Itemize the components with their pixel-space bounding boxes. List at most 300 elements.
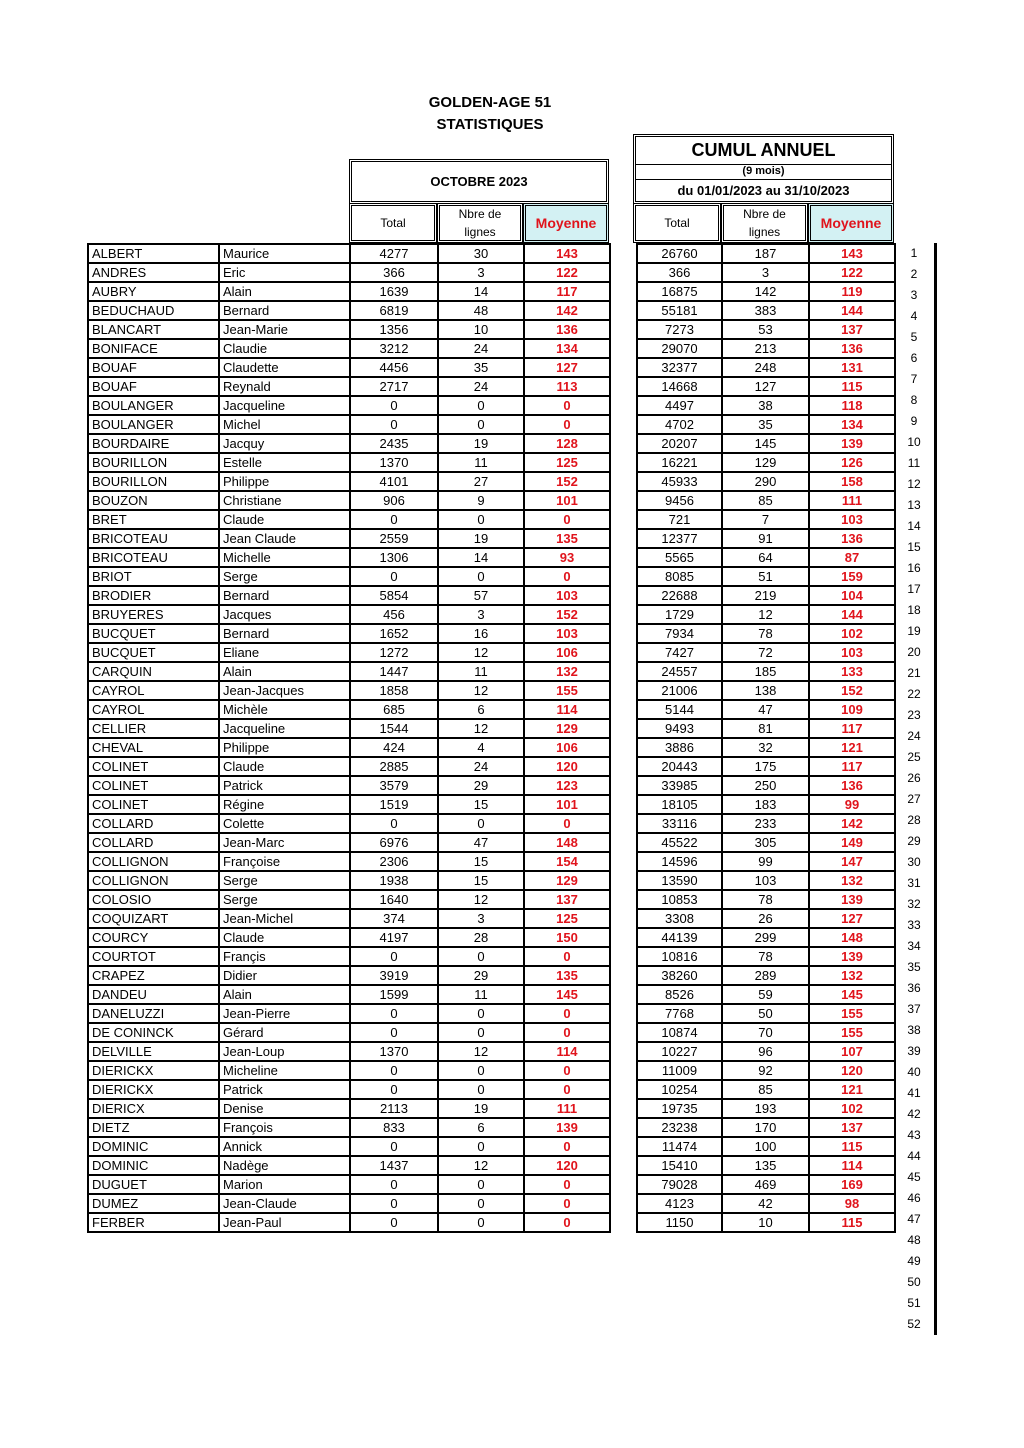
first-name-cell: Gérard [219,1023,350,1042]
oct-total-cell: 2717 [350,377,438,396]
cum-total-cell: 7934 [637,624,722,643]
oct-lines-cell: 47 [438,833,524,852]
cum-average-cell: 115 [809,377,895,396]
table-row [637,1194,895,1213]
cum-lines-cell: 7 [722,510,809,529]
oct-average-cell: 0 [524,814,610,833]
row-index: 16 [907,561,921,575]
first-name-cell: Christiane [219,491,350,510]
cum-total-cell: 19735 [637,1099,722,1118]
cum-lines-cell: 99 [722,852,809,871]
cum-total-cell: 10227 [637,1042,722,1061]
first-name-cell: Serge [219,567,350,586]
row-index: 14 [907,519,921,533]
row-index: 33 [907,918,921,932]
oct-lines-cell: 12 [438,719,524,738]
first-name-cell: Eliane [219,643,350,662]
cum-lines-cell: 70 [722,1023,809,1042]
row-index: 23 [907,708,921,722]
table-row [88,282,610,301]
row-index: 40 [907,1065,921,1079]
oct-total-cell: 1370 [350,1042,438,1061]
oct-average-cell: 143 [524,244,610,263]
cum-average-cell: 155 [809,1023,895,1042]
last-name-cell: DIERICKX [88,1061,219,1080]
oct-average-cell: 152 [524,605,610,624]
oct-total-header [349,203,437,243]
cum-lines-cell: 3 [722,263,809,282]
oct-lines-cell: 24 [438,757,524,776]
oct-lines-cell: 0 [438,1080,524,1099]
oct-total-cell: 1370 [350,453,438,472]
oct-lines-cell: 0 [438,814,524,833]
oct-total-cell: 4101 [350,472,438,491]
last-name-cell: DE CONINCK [88,1023,219,1042]
cum-total-cell: 4123 [637,1194,722,1213]
table-row [88,586,610,605]
oct-total-cell: 0 [350,396,438,415]
cum-total-cell: 18105 [637,795,722,814]
cum-average-cell: 152 [809,681,895,700]
last-name-cell: COLLIGNON [88,871,219,890]
cum-lines-cell: 187 [722,244,809,263]
table-row [88,624,610,643]
cum-average-cell: 148 [809,928,895,947]
cum-lines-cell: 248 [722,358,809,377]
row-index: 31 [907,876,921,890]
oct-average-cell: 0 [524,396,610,415]
table-row [88,263,610,282]
table-row [88,320,610,339]
cum-total-cell: 3886 [637,738,722,757]
table-row [88,814,610,833]
cum-lines-cell: 233 [722,814,809,833]
cum-lines-cell: 219 [722,586,809,605]
row-index: 20 [907,645,921,659]
last-name-cell: BOUAF [88,358,219,377]
table-row [88,434,610,453]
oct-average-cell: 134 [524,339,610,358]
oct-lines-cell: 19 [438,529,524,548]
oct-average-cell: 111 [524,1099,610,1118]
last-name-cell: BOULANGER [88,396,219,415]
row-index: 47 [907,1212,921,1226]
row-index: 8 [910,393,918,407]
oct-lines-cell: 12 [438,1156,524,1175]
table-row [637,1118,895,1137]
oct-lines-cell: 14 [438,548,524,567]
oct-total-cell: 1640 [350,890,438,909]
oct-average-cell: 135 [524,966,610,985]
cum-nbre-header-label [743,205,786,241]
row-index: 49 [907,1254,921,1268]
table-row [88,1004,610,1023]
oct-lines-cell: 11 [438,985,524,1004]
table-row [637,586,895,605]
oct-average-cell: 0 [524,567,610,586]
cum-lines-cell: 129 [722,453,809,472]
oct-lines-cell: 12 [438,1042,524,1061]
oct-average-cell: 0 [524,947,610,966]
row-index: 5 [910,330,918,344]
table-row [88,491,610,510]
oct-average-cell: 152 [524,472,610,491]
cum-average-cell: 114 [809,1156,895,1175]
cum-total-cell: 32377 [637,358,722,377]
first-name-cell: Michèle [219,700,350,719]
annual-stats-table [636,243,896,1233]
table-row [88,1137,610,1156]
row-index: 44 [907,1149,921,1163]
oct-lines-cell: 19 [438,434,524,453]
last-name-cell: BONIFACE [88,339,219,358]
cum-total-cell: 9493 [637,719,722,738]
oct-average-cell: 106 [524,738,610,757]
table-row [637,1213,895,1232]
monthly-stats-table [87,243,611,1233]
first-name-cell: Bernard [219,624,350,643]
cum-lines-cell: 135 [722,1156,809,1175]
oct-total-cell: 0 [350,1080,438,1099]
cum-average-cell: 103 [809,510,895,529]
oct-total-cell: 2113 [350,1099,438,1118]
oct-lines-cell: 11 [438,662,524,681]
cum-average-cell: 134 [809,415,895,434]
oct-total-cell: 1858 [350,681,438,700]
cum-lines-cell: 91 [722,529,809,548]
cum-lines-cell: 78 [722,947,809,966]
cum-average-cell: 104 [809,586,895,605]
oct-total-cell: 366 [350,263,438,282]
cum-total-cell: 16875 [637,282,722,301]
oct-total-cell: 1544 [350,719,438,738]
table-row [637,567,895,586]
cum-lines-cell: 299 [722,928,809,947]
row-index: 29 [907,834,921,848]
oct-total-cell: 0 [350,567,438,586]
oct-lines-cell: 0 [438,1023,524,1042]
nbre-line2: lignes [748,225,781,239]
oct-total-cell: 6819 [350,301,438,320]
first-name-cell: Jean-Marc [219,833,350,852]
cum-lines-cell: 72 [722,643,809,662]
table-row [637,1004,895,1023]
row-index: 11 [907,456,921,470]
first-name-cell: Reynald [219,377,350,396]
table-row [88,852,610,871]
oct-total-cell: 424 [350,738,438,757]
cum-average-cell: 120 [809,1061,895,1080]
table-row [88,339,610,358]
last-name-cell: BOUZON [88,491,219,510]
oct-nbre-header [437,203,523,243]
oct-average-cell: 129 [524,719,610,738]
oct-total-cell: 5854 [350,586,438,605]
first-name-cell: Patrick [219,1080,350,1099]
table-row [88,681,610,700]
cum-lines-cell: 81 [722,719,809,738]
oct-total-cell: 833 [350,1118,438,1137]
table-row [637,681,895,700]
first-name-cell: Régine [219,795,350,814]
row-index: 36 [907,981,921,995]
first-name-cell: Serge [219,871,350,890]
cum-total-cell: 5144 [637,700,722,719]
first-name-cell: Jean-Jacques [219,681,350,700]
cum-total-cell: 7427 [637,643,722,662]
table-row [88,1023,610,1042]
table-row [637,491,895,510]
row-index: 24 [907,729,921,743]
table-row [637,985,895,1004]
row-index: 17 [907,582,921,596]
first-name-cell: Eric [219,263,350,282]
table-row [637,301,895,320]
cum-lines-cell: 32 [722,738,809,757]
table-row [637,1080,895,1099]
first-name-cell: Jean-Claude [219,1194,350,1213]
cum-total-cell: 79028 [637,1175,722,1194]
table-row [88,1194,610,1213]
row-index: 12 [907,477,921,491]
cum-average-cell: 117 [809,719,895,738]
oct-lines-cell: 3 [438,605,524,624]
oct-total-cell: 0 [350,1004,438,1023]
oct-average-cell: 114 [524,700,610,719]
cum-total-cell: 10853 [637,890,722,909]
oct-lines-cell: 29 [438,966,524,985]
oct-moyenne-header-label: Moyenne [535,215,597,231]
first-name-cell: Jacqueline [219,396,350,415]
cum-average-cell: 147 [809,852,895,871]
cum-average-cell: 142 [809,814,895,833]
cum-average-cell: 137 [809,1118,895,1137]
first-name-cell: Claude [219,510,350,529]
cum-average-cell: 137 [809,320,895,339]
table-row [637,548,895,567]
oct-total-cell: 0 [350,1194,438,1213]
first-name-cell: Estelle [219,453,350,472]
table-row [637,966,895,985]
cum-total-header-label: Total [664,216,690,230]
oct-average-cell: 117 [524,282,610,301]
table-row [88,871,610,890]
last-name-cell: BOULANGER [88,415,219,434]
first-name-cell: Annick [219,1137,350,1156]
last-name-cell: BRIOT [88,567,219,586]
table-row [88,738,610,757]
first-name-cell: Philippe [219,472,350,491]
cum-lines-cell: 170 [722,1118,809,1137]
oct-average-cell: 122 [524,263,610,282]
table-row [88,396,610,415]
first-name-cell: Bernard [219,301,350,320]
cum-lines-cell: 145 [722,434,809,453]
cum-lines-cell: 26 [722,909,809,928]
row-index: 32 [907,897,921,911]
table-row [88,662,610,681]
cum-total-cell: 14668 [637,377,722,396]
row-index: 50 [907,1275,921,1289]
table-row [637,339,895,358]
row-index: 52 [907,1317,921,1331]
oct-average-cell: 0 [524,1061,610,1080]
table-row [637,757,895,776]
last-name-cell: COLINET [88,757,219,776]
oct-average-cell: 0 [524,415,610,434]
table-row [88,719,610,738]
row-index: 37 [907,1002,921,1016]
cum-average-cell: 159 [809,567,895,586]
first-name-cell: Serge [219,890,350,909]
cum-lines-cell: 92 [722,1061,809,1080]
oct-total-cell: 685 [350,700,438,719]
cum-total-cell: 20207 [637,434,722,453]
oct-average-cell: 103 [524,624,610,643]
oct-average-cell: 93 [524,548,610,567]
cum-lines-cell: 142 [722,282,809,301]
oct-total-cell: 1652 [350,624,438,643]
cum-lines-cell: 138 [722,681,809,700]
table-row [88,415,610,434]
cum-lines-cell: 383 [722,301,809,320]
cum-lines-cell: 96 [722,1042,809,1061]
oct-average-cell: 123 [524,776,610,795]
oct-average-cell: 128 [524,434,610,453]
oct-average-cell: 155 [524,681,610,700]
cum-nbre-header [721,203,808,243]
table-row [637,377,895,396]
oct-lines-cell: 0 [438,1213,524,1232]
cum-average-cell: 144 [809,605,895,624]
oct-lines-cell: 0 [438,396,524,415]
oct-total-cell: 3212 [350,339,438,358]
first-name-cell: Jean Claude [219,529,350,548]
table-row [637,1042,895,1061]
table-row [637,434,895,453]
cum-average-cell: 139 [809,947,895,966]
nbre-line1: Nbre de [458,207,502,221]
oct-lines-cell: 0 [438,1004,524,1023]
table-row [88,1156,610,1175]
oct-average-cell: 103 [524,586,610,605]
cum-average-cell: 119 [809,282,895,301]
oct-total-cell: 1306 [350,548,438,567]
cum-lines-cell: 78 [722,624,809,643]
cum-total-cell: 1150 [637,1213,722,1232]
last-name-cell: BLANCART [88,320,219,339]
cum-lines-cell: 305 [722,833,809,852]
oct-lines-cell: 0 [438,947,524,966]
cum-total-cell: 29070 [637,339,722,358]
oct-total-cell: 2306 [350,852,438,871]
document-subtitle: STATISTIQUES [436,116,544,133]
cum-average-cell: 136 [809,776,895,795]
cum-total-cell: 1729 [637,605,722,624]
oct-lines-cell: 3 [438,263,524,282]
last-name-cell: AUBRY [88,282,219,301]
cum-lines-cell: 213 [722,339,809,358]
oct-moyenne-header [523,203,609,243]
table-row [88,1080,610,1099]
oct-lines-cell: 27 [438,472,524,491]
table-row [637,928,895,947]
oct-lines-cell: 35 [438,358,524,377]
oct-total-cell: 1938 [350,871,438,890]
table-row [88,947,610,966]
cum-average-cell: 118 [809,396,895,415]
oct-lines-cell: 16 [438,624,524,643]
table-row [637,738,895,757]
row-index: 39 [907,1044,921,1058]
oct-lines-cell: 9 [438,491,524,510]
cum-total-cell: 11474 [637,1137,722,1156]
row-index: 19 [907,624,921,638]
last-name-cell: BRUYERES [88,605,219,624]
cum-average-cell: 121 [809,1080,895,1099]
last-name-cell: FERBER [88,1213,219,1232]
oct-lines-cell: 0 [438,1137,524,1156]
oct-lines-cell: 12 [438,643,524,662]
row-index: 9 [910,414,918,428]
table-row [88,1099,610,1118]
table-row [637,852,895,871]
oct-lines-cell: 0 [438,567,524,586]
first-name-cell: Patrick [219,776,350,795]
row-index: 18 [907,603,921,617]
table-row [637,510,895,529]
cum-total-cell: 5565 [637,548,722,567]
oct-total-cell: 0 [350,415,438,434]
last-name-cell: BRODIER [88,586,219,605]
table-row [88,928,610,947]
oct-average-cell: 120 [524,757,610,776]
row-index: 3 [910,288,918,302]
cum-average-cell: 143 [809,244,895,263]
first-name-cell: Jacques [219,605,350,624]
row-index: 1 [910,246,918,260]
cum-total-cell: 33116 [637,814,722,833]
cum-lines-cell: 289 [722,966,809,985]
cum-average-cell: 107 [809,1042,895,1061]
oct-average-cell: 113 [524,377,610,396]
table-row [88,244,610,263]
oct-average-cell: 135 [524,529,610,548]
oct-average-cell: 129 [524,871,610,890]
oct-lines-cell: 0 [438,510,524,529]
last-name-cell: COQUIZART [88,909,219,928]
table-row [637,947,895,966]
oct-average-cell: 148 [524,833,610,852]
last-name-cell: COURCY [88,928,219,947]
cum-total-cell: 10874 [637,1023,722,1042]
first-name-cell: Marion [219,1175,350,1194]
table-row [637,453,895,472]
table-row [88,301,610,320]
oct-average-cell: 0 [524,1175,610,1194]
cum-average-cell: 126 [809,453,895,472]
cum-average-cell: 132 [809,966,895,985]
last-name-cell: DUGUET [88,1175,219,1194]
oct-lines-cell: 6 [438,1118,524,1137]
oct-lines-cell: 24 [438,339,524,358]
nbre-line1: Nbre de [743,207,786,221]
first-name-cell: Jacquy [219,434,350,453]
last-name-cell: DIETZ [88,1118,219,1137]
cum-average-cell: 122 [809,263,895,282]
first-name-cell: Françis [219,947,350,966]
last-name-cell: BOURDAIRE [88,434,219,453]
